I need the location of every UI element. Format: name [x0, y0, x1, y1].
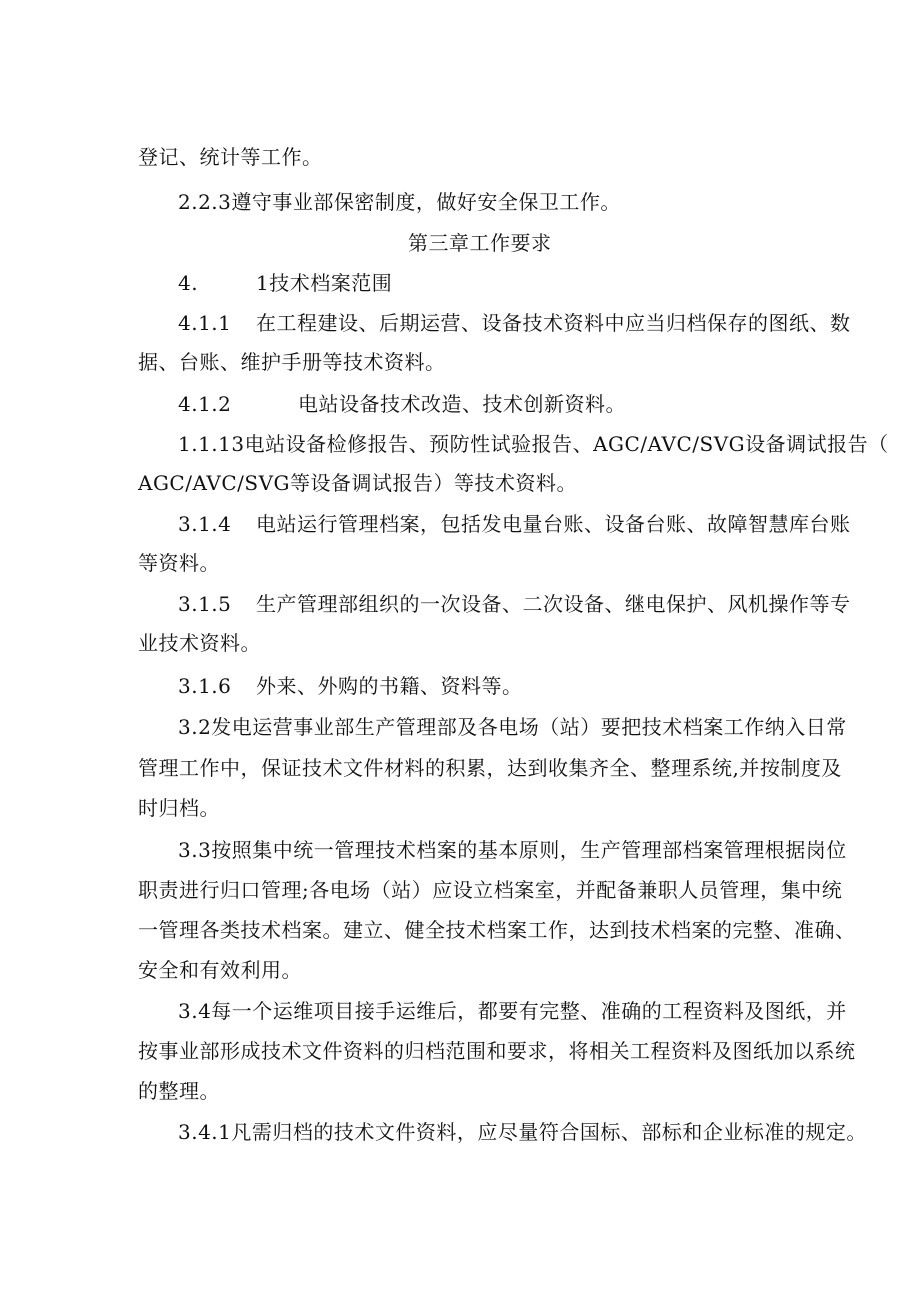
text-line: 时归档。 — [138, 796, 220, 820]
text-line: 2.2.3遵守事业部保密制度，做好安全保卫工作。 — [178, 190, 621, 214]
text-line: 1技术档案范围 — [256, 271, 393, 295]
text-line: 外来、外购的书籍、资料等。 — [256, 674, 523, 698]
text-line: 3.3按照集中统一管理技术档案的基本原则，生产管理部档案管理根据岗位 — [178, 838, 847, 862]
text-line: 在工程建设、后期运营、设备技术资料中应当归档保存的图纸、数 — [256, 311, 851, 335]
section-number: 3.1.5 — [178, 592, 232, 616]
text-line: 电站设备技术改造、技术创新资料。 — [298, 392, 626, 416]
text-line: 3.4.1凡需归档的技术文件资料，应尽量符合国标、部标和企业标准的规定。 — [178, 1120, 867, 1144]
text-line: 管理工作中，保证技术文件材料的积累，达到收集齐全、整理系统,并按制度及 — [138, 756, 842, 780]
text-line: 生产管理部组织的一次设备、二次设备、继电保护、风机操作等专 — [256, 592, 851, 616]
text-line: 3.2发电运营事业部生产管理部及各电场（站）要把技术档案工作纳入日常 — [178, 715, 847, 739]
text-line: AGC/AVC/SVG等设备调试报告）等技术资料。 — [138, 471, 578, 495]
chapter-heading: 第三章工作要求 — [408, 231, 552, 255]
text-line: 3.4每一个运维项目接手运维后，都要有完整、准确的工程资料及图纸，并 — [178, 999, 847, 1023]
section-number: 3.1.4 — [178, 512, 232, 536]
text-line: 据、台账、维护手册等技术资料。 — [138, 350, 446, 374]
section-number: 3.1.6 — [178, 674, 232, 698]
section-number: 4.1.1 — [178, 311, 232, 335]
section-number: 4. — [178, 271, 199, 295]
text-line: 等资料。 — [138, 551, 220, 575]
text-line: 一管理各类技术档案。建立、健全技术档案工作，达到技术档案的完整、准确、 — [138, 918, 856, 942]
text-line: 电站运行管理档案，包括发电量台账、设备台账、故障智慧库台账 — [256, 512, 851, 536]
section-number: 4.1.2 — [178, 392, 232, 416]
text-line: 按事业部形成技术文件资料的归档范围和要求，将相关工程资料及图纸加以系统 — [138, 1039, 856, 1063]
text-line: 业技术资料。 — [138, 631, 261, 655]
text-line: 登记、统计等工作。 — [138, 145, 323, 169]
text-line: 职责进行归口管理;各电场（站）应设立档案室，并配备兼职人员管理，集中统 — [138, 878, 843, 902]
text-line: 1.1.13电站设备检修报告、预防性试验报告、AGC/AVC/SVG设备调试报告（ — [178, 432, 889, 456]
text-line: 的整理。 — [138, 1079, 220, 1103]
text-line: 安全和有效利用。 — [138, 958, 302, 982]
